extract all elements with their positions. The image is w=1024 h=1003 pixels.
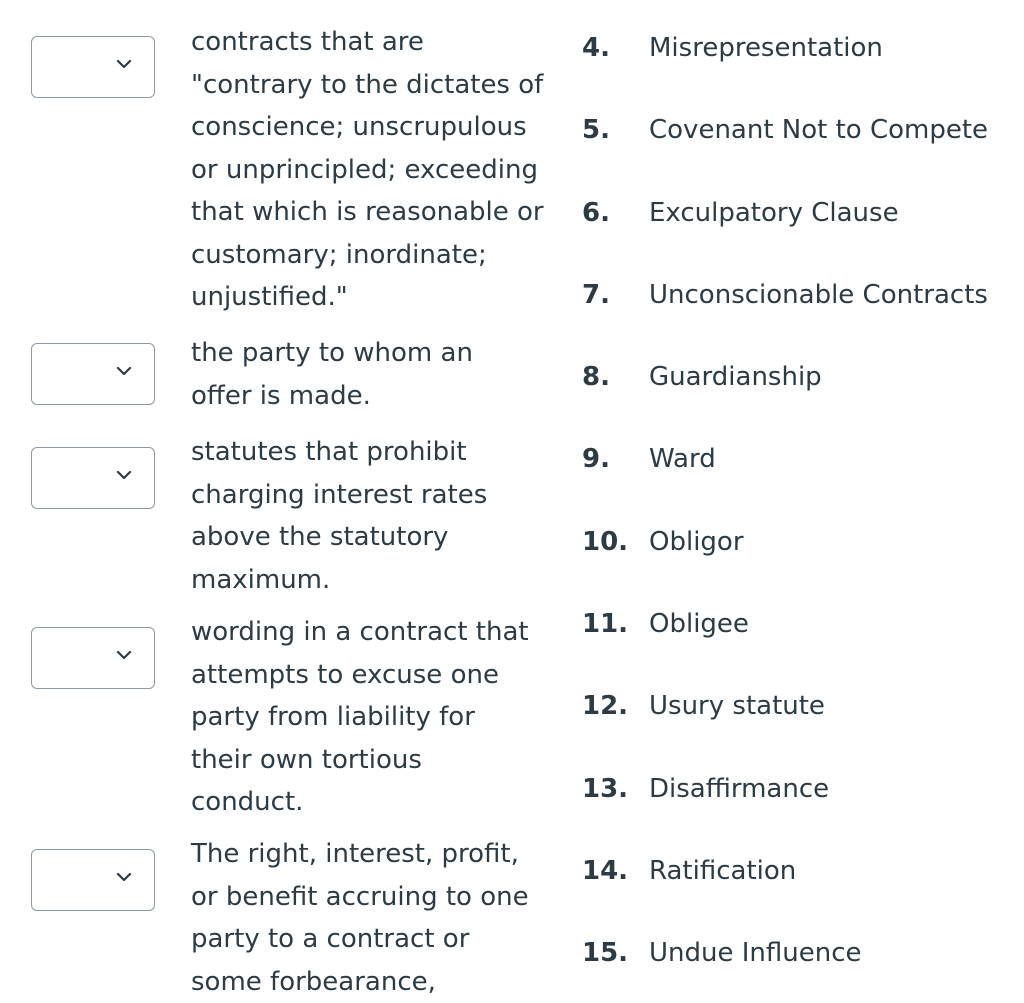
answer-label: Covenant Not to Compete bbox=[649, 112, 988, 148]
answer-label: Usury statute bbox=[649, 688, 825, 724]
answer-number: 15. bbox=[582, 935, 649, 971]
answer-label: Obligor bbox=[649, 524, 744, 560]
answer-number: 13. bbox=[582, 771, 649, 807]
answer-option-11 bbox=[582, 606, 749, 642]
prompt-line: The right, interest, profit, bbox=[191, 833, 561, 876]
answer-option-8 bbox=[582, 359, 822, 395]
prompt-line: unjustified." bbox=[191, 276, 561, 319]
chevron-down-icon bbox=[114, 361, 134, 381]
answer-number: 5. bbox=[582, 112, 649, 148]
answer-number: 9. bbox=[582, 441, 649, 477]
answer-number: 6. bbox=[582, 195, 649, 231]
answer-number: 10. bbox=[582, 524, 649, 560]
chevron-down-icon bbox=[114, 867, 134, 887]
answer-label: Ratification bbox=[649, 853, 796, 889]
answer-label: Misrepresentation bbox=[649, 30, 883, 66]
prompt-text-4 bbox=[191, 611, 561, 824]
answer-option-6 bbox=[582, 195, 899, 231]
prompt-line: party from liability for bbox=[191, 696, 561, 739]
answer-label: Unconscionable Contracts bbox=[649, 277, 988, 313]
prompt-line: wording in a contract that bbox=[191, 611, 561, 654]
chevron-down-icon bbox=[114, 465, 134, 485]
answer-select-4[interactable] bbox=[31, 627, 155, 689]
prompt-text-2 bbox=[191, 332, 561, 417]
prompt-line: some forbearance, bbox=[191, 961, 561, 1003]
answer-option-5 bbox=[582, 112, 988, 148]
prompt-line: their own tortious bbox=[191, 739, 561, 782]
prompt-line: contracts that are bbox=[191, 21, 561, 64]
prompt-line: that which is reasonable or bbox=[191, 191, 561, 234]
prompt-text-5 bbox=[191, 833, 561, 1003]
answer-option-10 bbox=[582, 524, 744, 560]
prompt-line: conduct. bbox=[191, 781, 561, 824]
prompt-line: or unprincipled; exceeding bbox=[191, 149, 561, 192]
prompt-line: customary; inordinate; bbox=[191, 234, 561, 277]
answer-number: 4. bbox=[582, 30, 649, 66]
prompt-line: or benefit accruing to one bbox=[191, 876, 561, 919]
answer-number: 7. bbox=[582, 277, 649, 313]
answer-label: Guardianship bbox=[649, 359, 822, 395]
answer-option-14 bbox=[582, 853, 796, 889]
prompt-line: party to a contract or bbox=[191, 918, 561, 961]
answer-select-5[interactable] bbox=[31, 849, 155, 911]
answer-option-13 bbox=[582, 771, 829, 807]
answer-option-7 bbox=[582, 277, 988, 313]
prompt-line: the party to whom an bbox=[191, 332, 561, 375]
answer-label: Obligee bbox=[649, 606, 749, 642]
answer-option-12 bbox=[582, 688, 825, 724]
answer-label: Disaffirmance bbox=[649, 771, 829, 807]
prompt-line: charging interest rates bbox=[191, 474, 561, 517]
answer-number: 12. bbox=[582, 688, 649, 724]
answer-number: 14. bbox=[582, 853, 649, 889]
chevron-down-icon bbox=[114, 645, 134, 665]
prompt-line: statutes that prohibit bbox=[191, 431, 561, 474]
prompt-line: offer is made. bbox=[191, 375, 561, 418]
chevron-down-icon bbox=[114, 54, 134, 74]
answer-option-15 bbox=[582, 935, 862, 971]
prompt-line: above the statutory bbox=[191, 516, 561, 559]
answer-select-2[interactable] bbox=[31, 343, 155, 405]
prompt-line: "contrary to the dictates of bbox=[191, 64, 561, 107]
answer-option-4 bbox=[582, 30, 883, 66]
prompt-line: attempts to excuse one bbox=[191, 654, 561, 697]
prompt-text-3 bbox=[191, 431, 561, 601]
prompt-line: conscience; unscrupulous bbox=[191, 106, 561, 149]
answer-option-9 bbox=[582, 441, 716, 477]
prompt-line: maximum. bbox=[191, 559, 561, 602]
answer-select-3[interactable] bbox=[31, 447, 155, 509]
prompt-text-1 bbox=[191, 21, 561, 319]
answer-number: 11. bbox=[582, 606, 649, 642]
answer-select-1[interactable] bbox=[31, 36, 155, 98]
answer-label: Exculpatory Clause bbox=[649, 195, 899, 231]
answer-label: Ward bbox=[649, 441, 716, 477]
answer-label: Undue Influence bbox=[649, 935, 862, 971]
answer-number: 8. bbox=[582, 359, 649, 395]
